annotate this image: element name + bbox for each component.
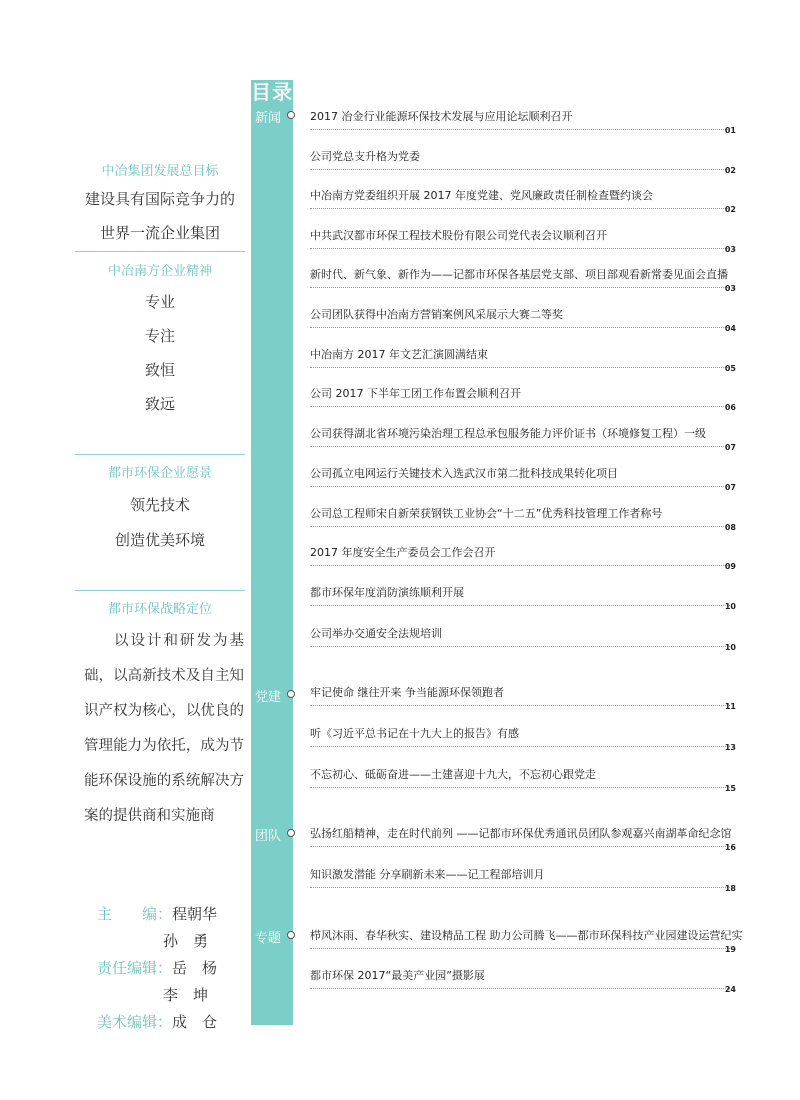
toc-entry[interactable] xyxy=(310,148,740,175)
spirit-item: 致远 xyxy=(144,395,175,413)
dotted-leader xyxy=(310,367,730,368)
toc-entry-page: 03 xyxy=(724,245,736,254)
toc-title: 目录 xyxy=(251,80,293,104)
toc-entry[interactable] xyxy=(310,544,740,571)
toc-entry-title: 都市环保 2017“最美产业园”摄影展 xyxy=(310,969,485,982)
responsible-editor-label: 责任编辑： xyxy=(97,959,173,977)
dotted-leader xyxy=(310,446,730,447)
dotted-leader xyxy=(310,406,730,407)
toc-entry[interactable] xyxy=(310,825,740,852)
art-editor-name: 成 仓 xyxy=(172,1013,218,1031)
responsible-editor-2: 李 坤 xyxy=(163,986,209,1004)
strategy-text: 以设计和研发为基础，以高新技术及自主知识产权为核心，以优良的管理能力为依托，成为节能环保设施的系统解决方案的提供商和实施商 xyxy=(84,633,244,824)
toc-entry-page: 03 xyxy=(724,284,736,293)
toc-entry-page: 16 xyxy=(724,843,736,852)
toc-entry-page: 08 xyxy=(724,523,736,532)
toc-entry[interactable] xyxy=(310,967,740,994)
chief-editor-name: 程朝华 xyxy=(172,905,218,923)
toc-entry-title: 栉风沐雨、春华秋实、建设精品工程 助力公司腾飞——都市环保科技产业园建设运营纪实 xyxy=(310,929,743,942)
dotted-leader xyxy=(310,169,730,170)
toc-entry[interactable] xyxy=(310,425,740,452)
toc-entry-title: 不忘初心、砥砺奋进——土建喜迎十九大，不忘初心跟党走 xyxy=(310,768,596,781)
chief-editor xyxy=(97,903,217,924)
responsible-editor-name: 岳 杨 xyxy=(172,959,218,977)
toc-entry-page: 05 xyxy=(724,364,736,373)
toc-entry-page: 09 xyxy=(724,562,736,571)
toc-entry-title: 新时代、新气象、新作为——记都市环保各基层党支部、项目部观看新常委见面会直播 xyxy=(310,268,728,281)
dotted-leader xyxy=(310,746,730,747)
toc-entry[interactable] xyxy=(310,108,740,135)
divider xyxy=(75,454,245,455)
spirit-item: 专注 xyxy=(144,327,175,345)
toc-entry-title: 公司举办交通安全法规培训 xyxy=(310,627,442,640)
dotted-leader xyxy=(310,248,730,249)
toc-entry-title: 牢记使命 继往开来 争当能源环保领跑者 xyxy=(310,686,504,699)
toc-entry[interactable] xyxy=(310,725,740,752)
dotted-leader xyxy=(310,646,730,647)
toc-entry[interactable] xyxy=(310,625,740,652)
toc-entry-page: 10 xyxy=(724,602,736,611)
toc-entry-title: 公司团队获得中冶南方营销案例风采展示大赛二等奖 xyxy=(310,308,563,321)
art-editor xyxy=(97,1011,217,1032)
chief-editor-2: 孙 勇 xyxy=(163,932,209,950)
toc-entry-title: 听《习近平总书记在十九大上的报告》有感 xyxy=(310,727,519,740)
goal-line-2: 世界一流企业集团 xyxy=(99,224,220,242)
spirit-title: 中冶南方企业精神 xyxy=(107,264,212,279)
dotted-leader xyxy=(310,208,730,209)
category-news: 新闻 xyxy=(255,111,282,126)
toc-entry-page: 07 xyxy=(724,443,736,452)
vision-item: 创造优美环境 xyxy=(114,531,205,549)
responsible-editor xyxy=(97,957,217,978)
dotted-leader xyxy=(310,846,730,847)
toc-entry-title: 公司总工程师宋自新荣获钢铁工业协会“十二五”优秀科技管理工作者称号 xyxy=(310,507,663,520)
toc-entry-page: 19 xyxy=(724,945,736,954)
toc-entry-title: 中冶南方党委组织开展 2017 年度党建、党风廉政责任制检查暨约谈会 xyxy=(310,189,653,202)
toc-entry-page: 07 xyxy=(724,483,736,492)
toc-entry-page: 18 xyxy=(724,884,736,893)
toc-entry-title: 公司孤立电网运行关键技术入选武汉市第二批科技成果转化项目 xyxy=(310,467,618,480)
bullet-icon xyxy=(287,829,295,837)
toc-entry-page: 15 xyxy=(724,784,736,793)
category-team: 团队 xyxy=(255,829,282,844)
toc-entry[interactable] xyxy=(310,346,740,373)
toc-entry-page: 10 xyxy=(724,643,736,652)
dotted-leader xyxy=(310,565,730,566)
spirit-item: 专业 xyxy=(144,293,175,311)
toc-entry-page: 04 xyxy=(724,324,736,333)
toc-entry-title: 公司党总支升格为党委 xyxy=(310,150,420,163)
dotted-leader xyxy=(310,526,730,527)
toc-entry-page: 06 xyxy=(724,403,736,412)
toc-entry-page: 02 xyxy=(724,205,736,214)
divider xyxy=(75,251,245,252)
toc-entry-page: 01 xyxy=(724,126,736,135)
vision-item: 领先技术 xyxy=(129,496,190,514)
toc-entry-title: 公司获得湖北省环境污染治理工程总承包服务能力评价证书（环境修复工程）一级 xyxy=(310,427,706,440)
toc-entry-title: 公司 2017 下半年工团工作布置会顺利召开 xyxy=(310,387,521,400)
dotted-leader xyxy=(310,129,730,130)
dotted-leader xyxy=(310,988,730,989)
toc-entry[interactable] xyxy=(310,866,740,893)
toc-entry[interactable] xyxy=(310,766,740,793)
bullet-icon xyxy=(287,931,295,939)
dotted-leader xyxy=(310,605,730,606)
divider xyxy=(75,590,245,591)
toc-bar xyxy=(251,80,293,1025)
dotted-leader xyxy=(310,705,730,706)
chief-editor-label: 主 编： xyxy=(97,905,173,923)
dotted-leader xyxy=(310,486,730,487)
goal-title: 中冶集团发展总目标 xyxy=(101,164,219,179)
toc-entry[interactable] xyxy=(310,227,740,254)
toc-entry[interactable] xyxy=(310,385,740,412)
toc-entry-title: 中冶南方 2017 年文艺汇演圆满结束 xyxy=(310,348,488,361)
toc-entry-page: 24 xyxy=(724,985,736,994)
dotted-leader xyxy=(310,287,730,288)
toc-entry-title: 2017 年度安全生产委员会工作会召开 xyxy=(310,546,496,559)
toc-entry[interactable] xyxy=(310,266,740,293)
category-special: 专题 xyxy=(255,931,282,946)
toc-entry-title: 中共武汉都市环保工程技术股份有限公司党代表会议顺利召开 xyxy=(310,229,607,242)
dotted-leader xyxy=(310,787,730,788)
toc-entry[interactable] xyxy=(310,187,740,214)
bullet-icon xyxy=(287,690,295,698)
toc-entry-page: 11 xyxy=(724,702,736,711)
toc-entry-title: 2017 冶金行业能源环保技术发展与应用论坛顺利召开 xyxy=(310,110,573,123)
art-editor-label: 美术编辑： xyxy=(97,1013,173,1031)
vision-title: 都市环保企业愿景 xyxy=(107,466,212,481)
toc-entry[interactable] xyxy=(310,505,740,532)
sidebar xyxy=(0,0,245,1100)
toc-entry-title: 弘扬红船精神，走在时代前列 ——记都市环保优秀通讯员团队参观嘉兴南湖革命纪念馆 xyxy=(310,827,732,840)
toc-entry-page: 02 xyxy=(724,166,736,175)
goal-line-1: 建设具有国际竞争力的 xyxy=(84,190,235,208)
bullet-icon xyxy=(287,111,295,119)
toc-entry-title: 都市环保年度消防演练顺利开展 xyxy=(310,586,464,599)
dotted-leader xyxy=(310,948,730,949)
toc-entry-page: 13 xyxy=(724,743,736,752)
toc-entry[interactable] xyxy=(310,465,740,492)
spirit-item: 致恒 xyxy=(144,361,175,379)
strategy-title: 都市环保战略定位 xyxy=(107,602,212,617)
toc-entry-title: 知识激发潜能 分享刷新未来——记工程部培训月 xyxy=(310,868,545,881)
category-party: 党建 xyxy=(255,690,282,705)
toc-entry[interactable] xyxy=(310,927,743,954)
dotted-leader xyxy=(310,327,730,328)
toc-entry[interactable] xyxy=(310,306,740,333)
toc-entry[interactable] xyxy=(310,684,740,711)
toc-entry[interactable] xyxy=(310,584,740,611)
dotted-leader xyxy=(310,887,730,888)
